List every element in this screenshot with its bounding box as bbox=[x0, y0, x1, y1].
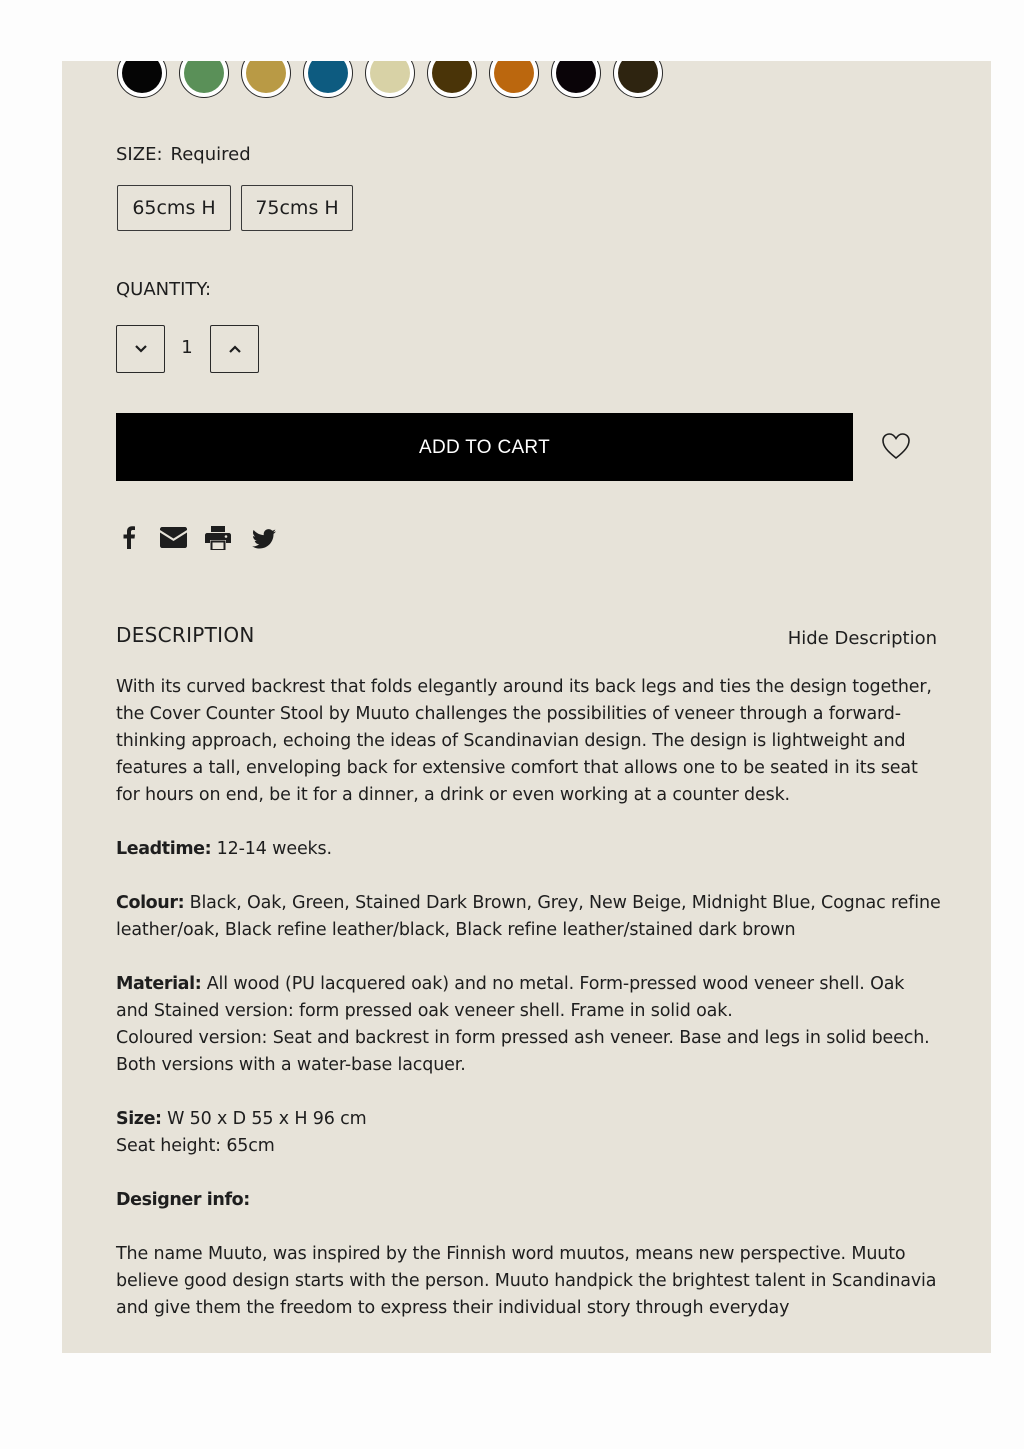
colour-swatch[interactable] bbox=[613, 61, 663, 98]
quantity-label: QUANTITY: bbox=[116, 279, 212, 300]
share-twitter-button[interactable] bbox=[252, 529, 276, 553]
share-email-button[interactable] bbox=[160, 527, 187, 552]
colour-swatch-dot bbox=[122, 61, 162, 93]
colour-swatch[interactable] bbox=[551, 61, 601, 98]
colour-swatch[interactable] bbox=[427, 61, 477, 98]
colour-label: Colour: bbox=[116, 893, 185, 913]
material-label: Material: bbox=[116, 974, 202, 994]
facebook-icon bbox=[122, 525, 136, 549]
designer-label: Designer info: bbox=[116, 1190, 250, 1210]
size-option-65[interactable]: 65cms H bbox=[117, 185, 231, 231]
share-facebook-button[interactable] bbox=[122, 525, 136, 553]
colour-swatch[interactable] bbox=[489, 61, 539, 98]
heart-icon bbox=[879, 430, 913, 462]
description-body bbox=[116, 674, 942, 1349]
chevron-down-icon bbox=[134, 344, 148, 354]
share-print-button[interactable] bbox=[205, 526, 231, 554]
colour-swatch-dot bbox=[494, 61, 534, 93]
quantity-value[interactable]: 1 bbox=[181, 337, 193, 358]
size-label-text: SIZE: bbox=[116, 144, 163, 165]
wishlist-button[interactable] bbox=[879, 430, 913, 462]
colour-swatch-dot bbox=[246, 61, 286, 93]
description-title: DESCRIPTION bbox=[116, 623, 255, 647]
description-intro: With its curved backrest that folds elegantly around its back legs and ties the design together, the Cover Counter Stool by Muuto challenges the possibilities of veneer through a forward-thinking approach, echoing the ideas of Scandinavian design. The design is lightweight and features a tall, enveloping back for extensive comfort that allows one to be seated in its seat for hours on end, be it for a dinner, a drink or even working at a counter desk. bbox=[116, 677, 932, 805]
size-required-text: Required bbox=[170, 144, 251, 165]
twitter-icon bbox=[252, 529, 276, 549]
seat-height: Seat height: 65cm bbox=[116, 1136, 275, 1156]
quantity-increase-button[interactable] bbox=[210, 325, 259, 373]
colour-swatch-dot bbox=[184, 61, 224, 93]
colour-value: Black, Oak, Green, Stained Dark Brown, Grey, New Beige, Midnight Blue, Cognac refine leather/oak, Black refine leather/black, Black refine leather/stained dark brown bbox=[116, 893, 941, 940]
size-option-75[interactable]: 75cms H bbox=[241, 185, 353, 231]
colour-swatch[interactable] bbox=[117, 61, 167, 98]
colour-swatch-dot bbox=[308, 61, 348, 93]
hide-description-link[interactable]: Hide Description bbox=[787, 628, 937, 649]
colour-swatch-dot bbox=[370, 61, 410, 93]
colour-swatch-dot bbox=[618, 61, 658, 93]
colour-swatch[interactable] bbox=[179, 61, 229, 98]
size-info-label: Size: bbox=[116, 1109, 162, 1129]
quantity-decrease-button[interactable] bbox=[116, 325, 165, 373]
chevron-up-icon bbox=[228, 344, 242, 354]
size-info bbox=[116, 1106, 942, 1160]
add-to-cart-button[interactable]: ADD TO CART bbox=[116, 413, 853, 481]
print-icon bbox=[205, 526, 231, 550]
colour-swatch[interactable] bbox=[303, 61, 353, 98]
colour-swatch-dot bbox=[432, 61, 472, 93]
size-label bbox=[116, 144, 251, 165]
email-icon bbox=[160, 527, 187, 548]
material-value: All wood (PU lacquered oak) and no metal. Form-pressed wood veneer shell. Oak and Stained version: form pressed oak veneer shell. Frame in solid oak. bbox=[116, 974, 905, 1021]
designer-info-heading bbox=[116, 1187, 942, 1214]
material-info bbox=[116, 971, 942, 1079]
leadtime-info bbox=[116, 836, 942, 863]
product-options-panel bbox=[62, 61, 991, 1353]
colour-swatch[interactable] bbox=[365, 61, 415, 98]
colour-swatch-dot bbox=[556, 61, 596, 93]
size-info-value: W 50 x D 55 x H 96 cm bbox=[161, 1109, 367, 1129]
colour-info bbox=[116, 890, 942, 944]
material-value-coloured: Coloured version: Seat and backrest in form pressed ash veneer. Base and legs in solid beech. Both versions with a water-base lacquer. bbox=[116, 1028, 930, 1075]
colour-swatch[interactable] bbox=[241, 61, 291, 98]
leadtime-label: Leadtime: bbox=[116, 839, 212, 859]
designer-info-text: The name Muuto, was inspired by the Finnish word muutos, means new perspective. Muuto believe good design starts with the person. Muuto handpick the brightest talent in Scandinavia and give them the freedom to express their individual story through everyday bbox=[116, 1244, 937, 1318]
leadtime-value: 12-14 weeks. bbox=[211, 839, 332, 859]
